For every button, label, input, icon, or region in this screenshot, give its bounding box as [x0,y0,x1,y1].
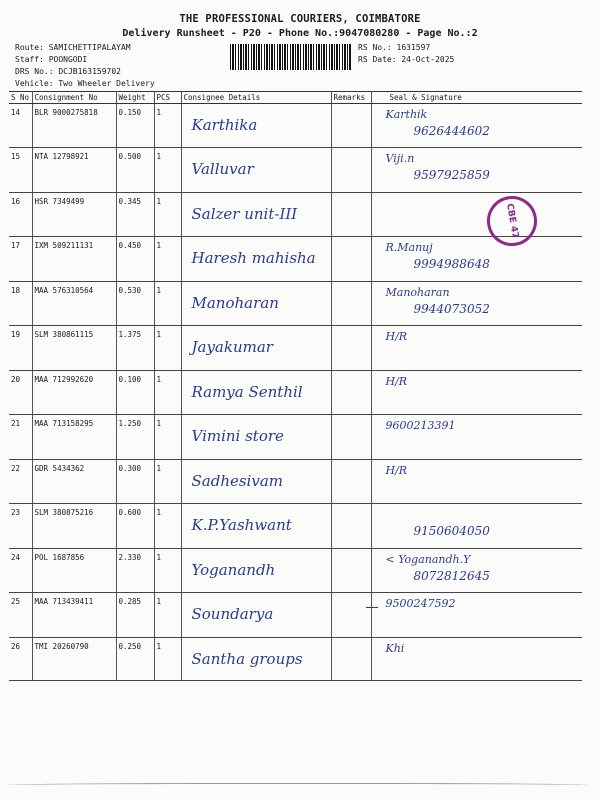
cell-consignment: MAA 712992620 [32,371,116,415]
cell-consignee [181,549,331,593]
cell-remarks [331,593,371,638]
cell-sno: 19 [9,326,32,371]
cell-weight: 0.500 [116,148,154,193]
table-row [9,104,582,148]
cell-pcs: 1 [154,415,181,460]
cell-signature [371,282,582,326]
cell-sno: 18 [9,282,32,326]
cell-consignment: MAA 713158295 [32,415,116,460]
cell-consignee [181,460,331,504]
cell-consignee [181,193,331,237]
delivery-table [9,91,582,681]
consignee-handwriting: K.P.Yashwant [191,516,292,534]
staff-field: Staff: POONGODI [15,55,88,64]
table-row [9,549,582,593]
cell-pcs: 1 [154,549,181,593]
col-header-pcs: PCS [154,92,181,104]
cell-consignee [181,237,331,282]
remarks-dash [366,607,378,608]
cell-pcs: 1 [154,104,181,148]
cell-remarks [331,193,371,237]
cell-signature [371,504,582,549]
cell-remarks [331,371,371,415]
cell-sno: 25 [9,593,32,638]
cell-signature [371,193,582,240]
signature-handwriting: Viji.n [385,152,415,165]
cell-remarks [331,237,371,282]
cell-consignment: MAA 713439411 [32,593,116,638]
cell-consignee [181,326,331,371]
cell-consignment: TMI 20260790 [32,638,116,681]
cell-consignee [181,104,331,148]
table-row [9,148,582,193]
col-header-weight: Weight [116,92,154,104]
cell-consignee [181,504,331,549]
col-header-consignee: Consignee Details [181,92,331,104]
cell-consignment: MAA 576310564 [32,282,116,326]
signature-handwriting: H/R [385,375,408,388]
cell-weight: 2.330 [116,549,154,593]
consignee-handwriting: Soundarya [191,605,274,623]
consignee-handwriting: Vimini store [191,427,284,445]
cell-pcs: 1 [154,193,181,237]
consignee-handwriting: Salzer unit-III [191,205,298,223]
cell-weight: 0.530 [116,282,154,326]
cell-consignee [181,371,331,415]
cell-consignment: POL 1687856 [32,549,116,593]
cell-consignee [181,638,331,681]
cell-weight: 1.250 [116,415,154,460]
cell-pcs: 1 [154,460,181,504]
signature-note: 9944073052 [413,302,490,316]
meta-left [15,42,155,90]
vehicle-field: Vehicle: Two Wheeler Delivery [15,79,155,88]
col-header-consignment: Consignment No [32,92,116,104]
cell-remarks [331,638,371,681]
cell-pcs: 1 [154,593,181,638]
cell-signature [371,371,582,415]
cell-weight: 0.450 [116,237,154,282]
cell-signature [371,148,582,193]
cell-weight: 0.600 [116,504,154,549]
cell-pcs: 1 [154,371,181,415]
signature-handwriting: H/R [385,464,408,477]
cell-signature [371,415,582,460]
cell-pcs: 1 [154,237,181,282]
cell-consignee [181,415,331,460]
consignee-handwriting: Santha groups [191,650,303,668]
cell-weight: 0.285 [116,593,154,638]
signature-handwriting: Manoharan [385,286,450,299]
cell-sno: 24 [9,549,32,593]
signature-handwriting: Khi [385,642,405,655]
cell-weight: 0.150 [116,104,154,148]
signature-note: 8072812645 [413,569,490,583]
table-row [9,237,582,282]
cell-consignee [181,148,331,193]
signature-note: 9597925859 [413,168,490,182]
cell-remarks [331,104,371,148]
cell-signature [371,460,582,504]
cell-sno: 17 [9,237,32,282]
rs-date-field: RS Date: 24-Oct-2025 [358,55,455,64]
cell-consignee [181,282,331,326]
cell-pcs: 1 [154,148,181,193]
col-header-sno: S No [9,92,32,104]
drs-field: DRS No.: DCJB163159702 [15,67,121,76]
consignee-handwriting: Ramya Senthil [191,383,303,401]
table-row [9,326,582,371]
consignee-handwriting: Sadhesivam [191,472,283,490]
cell-signature [371,104,582,148]
table-row [9,504,582,549]
cell-consignment: SLM 380875216 [32,504,116,549]
cell-weight: 0.250 [116,638,154,681]
cell-pcs: 1 [154,326,181,371]
signature-note: 9626444602 [413,124,490,138]
signature-handwriting: < Yoganandh.Y [385,553,471,566]
cell-consignment: IXM 509211131 [32,237,116,282]
cell-sno: 14 [9,104,32,148]
cell-weight: 0.100 [116,371,154,415]
cell-remarks [331,549,371,593]
cell-remarks [331,326,371,371]
cell-remarks [331,504,371,549]
signature-handwriting: 9500247592 [385,597,456,610]
cell-pcs: 1 [154,504,181,549]
signature-handwriting: H/R [385,330,408,343]
cell-signature [371,237,582,282]
table-row [9,415,582,460]
table-row [9,282,582,326]
table-row [9,593,582,638]
table-row [9,638,582,681]
cell-signature [371,593,582,638]
cell-sno: 22 [9,460,32,504]
route-field: Route: SAMICHETTIPALAYAM [15,43,131,52]
consignee-handwriting: Jayakumar [191,338,273,356]
cell-consignment: HSR 7349499 [32,193,116,237]
consignee-handwriting: Manoharan [191,294,279,312]
cell-weight: 0.345 [116,193,154,237]
stamp-text: CBE 47 [504,202,520,240]
signature-handwriting: R.Manuj [385,241,433,254]
consignee-handwriting: Karthika [191,116,258,134]
cell-remarks [331,460,371,504]
cell-remarks [331,148,371,193]
signature-handwriting: Karthik [385,108,428,121]
consignee-handwriting: Yoganandh [191,561,276,579]
cell-remarks [331,415,371,460]
cell-sno: 21 [9,415,32,460]
cell-sno: 16 [9,193,32,237]
cell-signature [371,638,582,681]
company-title: THE PROFESSIONAL COURIERS, COIMBATORE [179,13,421,25]
cell-remarks [331,282,371,326]
cell-consignment: NTA 12798921 [32,148,116,193]
cell-consignment: GDR 5434362 [32,460,116,504]
table-row [9,371,582,415]
cell-pcs: 1 [154,282,181,326]
rs-number-field: RS No.: 1631597 [358,43,431,52]
cell-sno: 15 [9,148,32,193]
meta-right [358,42,454,66]
page-tear-line [8,783,588,788]
cell-signature [371,326,582,371]
signature-note: 9994988648 [413,257,490,271]
signature-note: 9150604050 [413,524,490,538]
col-header-remarks: Remarks [331,92,371,104]
cell-weight: 0.300 [116,460,154,504]
cell-consignment: SLM 380861115 [32,326,116,371]
cell-sno: 26 [9,638,32,681]
cell-weight: 1.375 [116,326,154,371]
table-header-row [9,92,582,104]
col-header-signature: Seal & Signature [371,92,582,104]
cell-pcs: 1 [154,638,181,681]
runsheet-subtitle: Delivery Runsheet - P20 - Phone No.:9047080280 - Page No.:2 [122,28,478,39]
barcode [230,44,352,70]
cell-consignee [181,593,331,638]
cell-signature [371,549,582,593]
signature-handwriting: 9600213391 [385,419,456,432]
cell-consignment: BLR 9000275818 [32,104,116,148]
table-row [9,460,582,504]
cell-sno: 23 [9,504,32,549]
consignee-handwriting: Haresh mahisha [191,249,316,267]
consignee-handwriting: Valluvar [191,160,254,178]
cell-sno: 20 [9,371,32,415]
